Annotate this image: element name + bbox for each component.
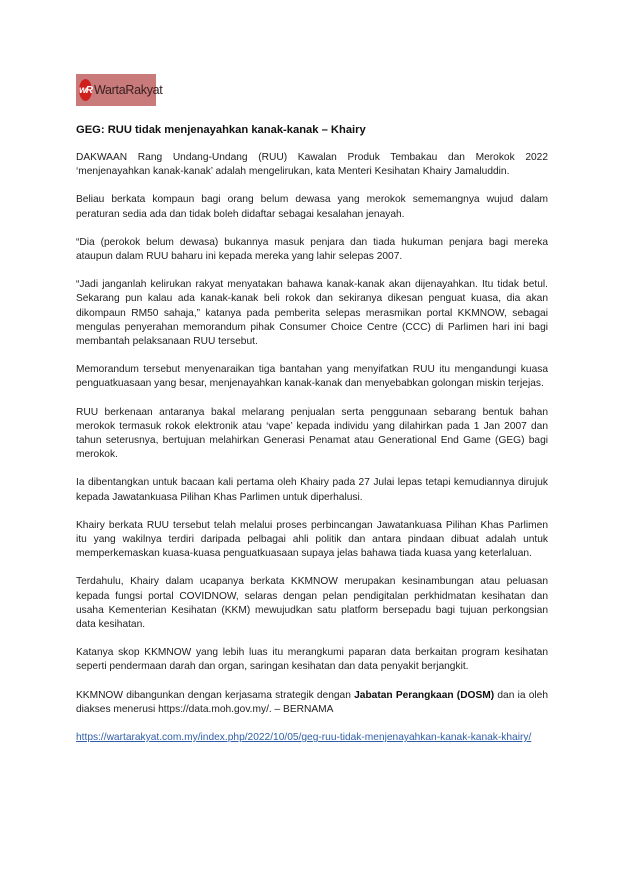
source-link[interactable]: https://wartarakyat.com.my/index.php/2022/10/05/geg-ruu-tidak-menjenayahkan-kanak-kanak-khairy/ (76, 732, 532, 744)
paragraph-7: Ia dibentangkan untuk bacaan kali pertama oleh Khairy pada 27 Julai lepas tetapi kemudiannya dirujuk kepada Jawatankuasa Pilihan Khas Parlimen untuk diperhalusi. (76, 477, 548, 503)
paragraph-11 (76, 689, 548, 717)
paragraph-4: “Jadi janganlah kelirukan rakyat menyatakan bahawa kanak-kanak akan dijenayahkan. Itu tidak betul. Sekarang pun kalau ada kanak-kanak beli rokok dan sekiranya dikesan penguat kuasa, dia akan dikompaun RM50 sahaja,” katanya pada pemberita selepas merasmikan portal KKMNOW, sebagai mengulas penyerahan memorandum pihak Consumer Choice Centre (CCC) di Parlimen hari ini bagi membantah pelaksanaan RUU tersebut. (76, 279, 548, 348)
paragraph-11-text-after: dan ia oleh diakses menerusi https://data.moh.gov.my/. – BERNAMA (76, 689, 548, 715)
logo-mark-icon: wR (79, 79, 92, 101)
paragraph-3: “Dia (perokok belum dewasa) bukannya masuk penjara dan tiada hukuman penjara bagi mereka ataupun dalam RUU baharu ini kepada mereka yang lahir selepas 2007. (76, 236, 548, 263)
paragraph-11-text-before: KKMNOW dibangunkan dengan kerjasama strategik dengan (76, 689, 355, 701)
paragraph-2: Beliau berkata kompaun bagi orang belum dewasa yang merokok sememangnya wujud dalam peraturan sedia ada dan tidak boleh didaftar sebagai kesalahan jenayah. (76, 194, 548, 220)
paragraph-9: Terdahulu, Khairy dalam ucapanya berkata KKMNOW merupakan kesinambungan atau peluasan kepada fungsi portal COVIDNOW, selaras dengan pelan pendigitalan perkhidmatan kesihatan dan usaha Kementerian Kesihatan (KKM) mewujudkan satu platform bersepadu bagi tujuan perkongsian data kesihatan. (76, 576, 548, 631)
dosm-bold-text: Jabatan Perangkaan (DOSM) (354, 689, 495, 701)
paragraph-1: DAKWAAN Rang Undang-Undang (RUU) Kawalan Produk Tembakau dan Merokok 2022 ‘menjenayahkan kanak-kanak’ adalah mengelirukan, kata Menteri Kesihatan Khairy Jamaluddin. (76, 152, 548, 178)
paragraph-5: Memorandum tersebut menyenaraikan tiga bantahan yang menyifatkan RUU itu mengandungi kuasa penguatkuasaan yang besar, menjenayahkan kanak-kanak dan menyebabkan golongan miskin terjejas. (76, 364, 548, 390)
document-page (76, 74, 548, 745)
article-title: GEG: RUU tidak menjenayahkan kanak-kanak – Khairy (76, 124, 366, 136)
paragraph-6: RUU berkenaan antaranya bakal melarang penjualan serta penggunaan sebarang bentuk bahan merokok termasuk rokok elektronik atau ‘vape’ kepada individu yang dilahirkan pada 1 Jan 2007 dan tahun seterusnya, bertujuan melahirkan Generasi Penamat atau Generational End Game (GEG) bagi merokok. (76, 406, 548, 461)
paragraph-8: Khairy berkata RUU tersebut telah melalui proses perbincangan Jawatankuasa Pilihan Khas Parlimen itu yang wakilnya terdiri daripada pelbagai ahli politik dan antara pindaan dibuat adalah untuk memperkemaskan kuasa-kuasa penguatkuasaan supaya jelas bahawa tiada kuasa yang keterlaluan. (76, 519, 548, 560)
paragraph-10: Katanya skop KKMNOW yang lebih luas itu merangkumi paparan data berkaitan program kesihatan seperti pendermaan darah dan organ, saringan kesihatan dan data penyakit berjangkit. (76, 647, 548, 673)
wartarakyat-logo (76, 74, 163, 106)
logo-text: WartaRakyat (94, 83, 163, 97)
